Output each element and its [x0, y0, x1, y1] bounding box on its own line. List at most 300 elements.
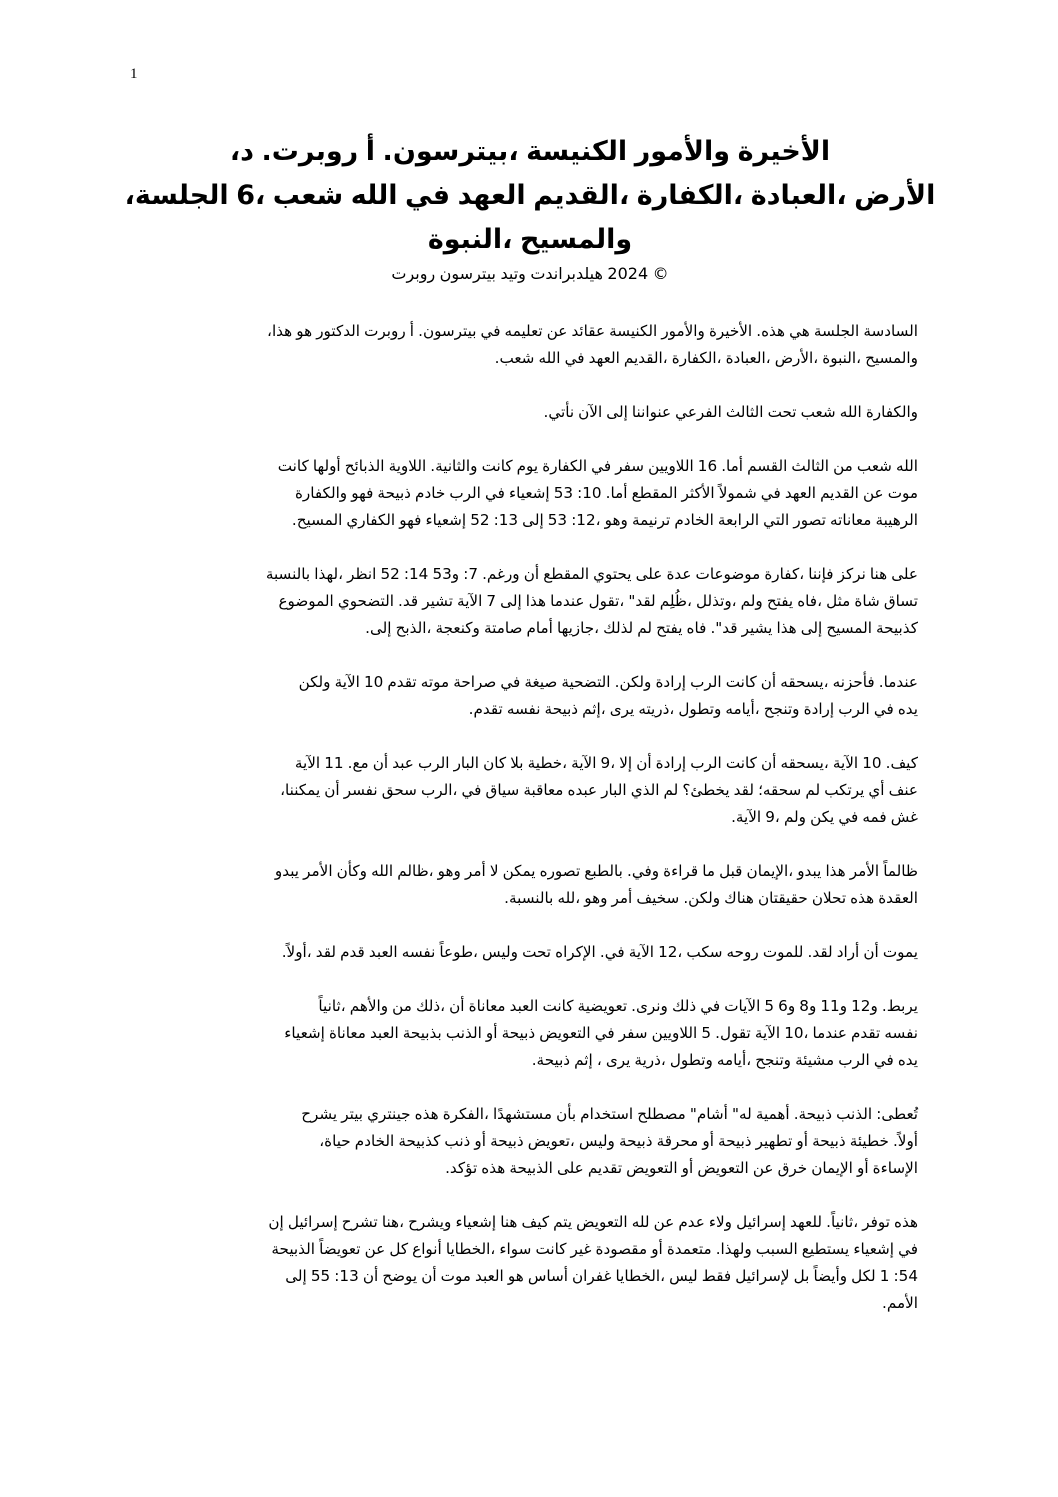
word: .تقول [715, 1024, 751, 1042]
word: تشرح [341, 1213, 378, 1231]
word: الأخيرة [737, 136, 831, 167]
word: تقدم [851, 1024, 881, 1042]
word: شاة [854, 592, 880, 610]
word: وهو [437, 862, 461, 880]
word: ظالم، [397, 862, 434, 880]
word: أنواع [412, 1240, 442, 1258]
word: :10 [577, 484, 602, 502]
word: إلى [285, 1267, 307, 1285]
word: 2024 [607, 264, 649, 283]
word: السبب [755, 1240, 798, 1258]
word: موته [420, 673, 450, 691]
word: مصطلح [637, 1105, 686, 1123]
word: والمسيح [519, 224, 633, 255]
word: يسحقه، [780, 673, 829, 691]
word: يده [897, 1051, 918, 1069]
word: عنف [888, 781, 918, 799]
word: أهمية [755, 1105, 790, 1123]
word: يرى [605, 1051, 631, 1069]
text-line [135, 561, 918, 588]
word: انظر [347, 565, 377, 583]
word: لا [489, 862, 499, 880]
word: للعهد [790, 1213, 823, 1231]
word: .في [599, 943, 625, 961]
word: ولم [783, 808, 807, 826]
word: ليس [669, 1267, 698, 1285]
paragraph [135, 669, 918, 723]
word: ذبيحة [812, 1132, 846, 1150]
word: أو [485, 1024, 498, 1042]
word: أن [421, 1267, 437, 1285]
word: قدم [340, 943, 365, 961]
word: الموضوع [278, 592, 334, 610]
word: الذنب [445, 1024, 482, 1042]
word: في [760, 484, 781, 502]
word: حقيقتان [758, 889, 808, 907]
word: عبد [392, 754, 414, 772]
word: أن [760, 754, 777, 772]
word: إرادة [655, 754, 687, 772]
paragraph [135, 939, 918, 966]
word: ثانياً، [318, 997, 346, 1015]
word: .تؤكد [445, 1159, 478, 1177]
word: أن [324, 781, 340, 799]
word: توفر [862, 1213, 890, 1231]
word: عدة [666, 565, 692, 583]
word: 1 [879, 1267, 890, 1285]
word: :7 [463, 565, 478, 583]
word: البار [453, 754, 479, 772]
word: ذنب [444, 1132, 471, 1150]
word: التعويض [697, 1159, 749, 1177]
word: بأن [556, 1105, 577, 1123]
word: الثالث [791, 457, 830, 475]
word: .ثانياً، [826, 1213, 859, 1231]
word: كانت [277, 457, 309, 475]
word: سخيف [636, 889, 680, 907]
word: تقول، [588, 592, 625, 610]
word: الرابعة [717, 511, 760, 529]
word: ذلك، [415, 997, 446, 1015]
word: .ذبيحة [793, 1105, 833, 1123]
word: عقائد [571, 322, 606, 340]
word: شعب [272, 180, 344, 211]
word: 5 [701, 1024, 712, 1042]
word: الخادم [354, 1132, 395, 1150]
word: والأمور [661, 322, 705, 340]
word: ذبيحة [618, 1132, 653, 1150]
word: وتطول [669, 1051, 713, 1069]
text-line [135, 939, 918, 966]
word: هناك [724, 889, 754, 907]
word: لكل [851, 1267, 876, 1285]
word: "أشام [689, 1105, 728, 1123]
word: الآية [294, 754, 321, 772]
word: الإكراه [555, 943, 596, 961]
word: هنا، [381, 1213, 404, 1231]
text-line [135, 993, 918, 1020]
word: يوم [516, 457, 539, 475]
word: الرب [417, 754, 450, 772]
word: وتنجح [763, 700, 800, 718]
word: الكنيسة [526, 136, 628, 167]
word: البار [601, 781, 627, 799]
word: القديم، [623, 349, 668, 367]
word: تصور [793, 511, 826, 529]
word: :54 [893, 1267, 918, 1285]
word: .أولاً [892, 1132, 918, 1150]
word: روحه [726, 943, 759, 961]
word: تصوره [539, 862, 581, 880]
word: أو [796, 1132, 808, 1150]
text-line [135, 480, 918, 507]
word: أن [362, 1267, 379, 1285]
word: غفران [572, 1267, 612, 1285]
word: إلى [606, 403, 628, 421]
word: .الأمم [882, 1294, 918, 1312]
word: القديم، [533, 180, 630, 211]
word: الآية [832, 754, 859, 772]
word: .الآية [731, 808, 762, 826]
word: في [564, 349, 585, 367]
word: يبدو [274, 862, 300, 880]
word: وهو [584, 889, 608, 907]
word: :14 [403, 565, 429, 583]
word: .ورغم [482, 565, 520, 583]
word: العقدة [878, 889, 918, 907]
word: ،هذا [267, 322, 293, 340]
word: .تقدم [468, 700, 503, 718]
word: التعويض [576, 1213, 628, 1231]
word: إلى [800, 619, 823, 637]
word: وتنجح [755, 1051, 792, 1069]
paragraph [135, 318, 918, 372]
word: روبرت [391, 264, 436, 283]
word: في [500, 673, 521, 691]
word: 16 [697, 457, 718, 475]
word: مشيئة [795, 1051, 835, 1069]
word: أيامه، [716, 1051, 752, 1069]
paragraph [135, 399, 918, 426]
word: .أولاً، [281, 943, 312, 961]
word: ويشرح [408, 1213, 452, 1231]
paragraph [135, 1101, 918, 1182]
word: وتطول [678, 700, 722, 718]
word: الذبائح [344, 457, 385, 475]
word: التعويض [539, 1024, 591, 1042]
word: كذبيحة [876, 619, 918, 637]
word: نفسه [506, 700, 541, 718]
word: ما [702, 862, 715, 880]
word: بذبيحة [402, 1024, 442, 1042]
word: يستطيع [801, 1240, 850, 1258]
paragraph [135, 750, 918, 831]
word: المقطع [631, 484, 678, 502]
word: العهد [784, 484, 816, 502]
word: الرب [690, 673, 722, 691]
word: تعويضية [577, 997, 628, 1015]
text-line [135, 453, 918, 480]
word: الذبيحة [509, 1159, 553, 1177]
word: عن [546, 322, 568, 340]
word: الآية [628, 943, 654, 961]
word: نفسه [401, 943, 436, 961]
word: متعمدة [666, 1240, 712, 1258]
word: 9، [765, 808, 780, 826]
word: إلى [522, 511, 544, 529]
word: التضحوي [337, 592, 394, 610]
word: الذي [630, 781, 660, 799]
word: ذرية، [634, 1051, 666, 1069]
word: ذريته، [638, 700, 675, 718]
word: كانت [725, 673, 757, 691]
page-number: 1 [130, 66, 138, 82]
word: في [838, 808, 859, 826]
word: الآية [457, 592, 483, 610]
word: يكن [810, 808, 835, 826]
word: الإيمان، [746, 862, 794, 880]
word: والأهم [349, 997, 389, 1015]
word: والكفارة [865, 403, 918, 421]
word: التعويض [626, 1159, 678, 1177]
word: من [392, 997, 412, 1015]
word: :13 [493, 511, 519, 529]
text-line [135, 669, 918, 696]
word: سكب [686, 943, 723, 961]
word: على [635, 565, 663, 583]
word: قراءة [663, 862, 699, 880]
word: الرب، [420, 781, 458, 799]
text-line [135, 750, 918, 777]
word: إثم [574, 1051, 593, 1069]
paragraph [135, 453, 918, 534]
text-line [135, 588, 918, 615]
word: 6، [236, 180, 266, 211]
word: هي [789, 322, 810, 340]
word: .إلى [365, 619, 392, 637]
word: الخطايا، [615, 1267, 666, 1285]
text-line [135, 1155, 918, 1182]
word: الله [350, 180, 398, 211]
word: و8 [799, 997, 817, 1015]
word: الكفارة، [636, 180, 744, 211]
document-body [135, 318, 918, 1344]
word: يوضح [382, 1267, 418, 1285]
word: يفتح [766, 592, 794, 610]
word: في [873, 1051, 894, 1069]
word: السادسة [863, 322, 918, 340]
word: بيترسون [439, 264, 496, 283]
word: ذبيحة [544, 700, 579, 718]
word: 55 [310, 1267, 331, 1285]
word: أن [863, 943, 879, 961]
word: ،د [229, 136, 254, 167]
word: 12، [658, 943, 683, 961]
word: الذبح، [395, 619, 432, 637]
word: في [591, 457, 612, 475]
word: العبد [369, 1024, 399, 1042]
word: أ [365, 136, 375, 167]
word: أمام [526, 619, 553, 637]
word: فاه، [797, 592, 822, 610]
word: .ولهذا [715, 1240, 752, 1258]
word: .أما [721, 457, 744, 475]
word: ولاء [708, 1213, 732, 1231]
word: ظالماً [883, 862, 918, 880]
word: عن [863, 484, 884, 502]
word: الآية [754, 1024, 781, 1042]
word: الخادم [674, 511, 714, 529]
word: يموت [882, 943, 918, 961]
word: خرق [777, 1159, 808, 1177]
word: ذبيحة [718, 1132, 752, 1150]
word: في [898, 1240, 918, 1258]
word: عنواننا [631, 403, 672, 421]
text-line [135, 318, 918, 345]
word: أن [523, 565, 540, 583]
word: .نأتي [543, 403, 575, 421]
word: عن [364, 1240, 386, 1258]
word: يحتوي [593, 565, 632, 583]
word: الثالث [725, 403, 764, 421]
word: :تُعطى [876, 1105, 918, 1123]
word: 7 [486, 592, 497, 610]
text-line [135, 804, 918, 831]
word: فاه [686, 619, 707, 637]
word: على [891, 565, 918, 583]
word: .هذه [756, 322, 786, 340]
paragraph [135, 561, 918, 642]
word: الرب [449, 484, 481, 502]
word: خطية، [527, 754, 568, 772]
word: ترنيمة [631, 511, 671, 529]
word: 53 [547, 511, 568, 529]
word: .عندما [878, 673, 918, 691]
word: العبد [368, 943, 398, 961]
word: الأرض، [774, 349, 819, 367]
word: .ولكن [614, 673, 652, 691]
word: هيلدبراندت [530, 264, 603, 283]
word: تحت [522, 943, 552, 961]
word: جينتري [367, 1105, 411, 1123]
word: بالنسبة [265, 565, 311, 583]
word: فمه [862, 808, 887, 826]
word: معاقبة [523, 781, 564, 799]
word: أراد [836, 943, 860, 961]
document-title [120, 130, 940, 288]
word: إثم، [582, 700, 606, 718]
word: ظُلِم، [659, 592, 692, 610]
word: © [652, 264, 669, 283]
word: النبوة، [822, 349, 861, 367]
word: الإيمان [811, 1159, 853, 1177]
word: يمكن [502, 862, 536, 880]
word: استخدام [580, 1105, 634, 1123]
text-line [135, 507, 918, 534]
word: .ولكن [683, 889, 721, 907]
text-line [135, 1236, 918, 1263]
word: بل [793, 1267, 810, 1285]
word: كانت [725, 754, 757, 772]
word: وليس [482, 943, 518, 961]
word: خطيئة [849, 1132, 889, 1150]
word: الآية [571, 754, 597, 772]
word: أو [702, 1132, 714, 1150]
word: وليس [578, 1132, 615, 1150]
word: طوعاً، [439, 943, 478, 961]
word: ،الجلسة [124, 180, 229, 211]
word: الذبيحة [271, 1240, 315, 1258]
word: من [833, 457, 853, 475]
word: .أما [605, 484, 628, 502]
word: الكفاري [346, 511, 396, 529]
title-line [120, 130, 940, 174]
word: سحقه؛ [758, 781, 802, 799]
word: النبوة، [427, 224, 513, 255]
word: 53 [553, 484, 574, 502]
word: تعويض، [527, 1132, 575, 1150]
word: هذه [850, 889, 875, 907]
word: 52 [470, 511, 490, 529]
word: نفسر [343, 781, 378, 799]
word: في [594, 1024, 615, 1042]
word: إن [268, 1213, 284, 1231]
word: كذبيحة [398, 1132, 441, 1150]
word: :12، [571, 511, 601, 529]
word: "له [731, 1105, 752, 1123]
word: لم [805, 781, 821, 799]
word: العبادة، [750, 180, 847, 211]
word: هنا [869, 565, 888, 583]
word: كفارة، [764, 565, 805, 583]
word: "لقد [628, 592, 656, 610]
word: المقطع [543, 565, 590, 583]
word: في [405, 180, 451, 211]
word: يرى [609, 700, 635, 718]
word: الآية [334, 673, 360, 691]
word: مقصودة [595, 1240, 648, 1258]
text-line [135, 1101, 918, 1128]
word: تحت [767, 403, 797, 421]
word: اللاوية [388, 457, 427, 475]
paragraph [135, 1209, 918, 1317]
word: جازيها، [556, 619, 600, 637]
word: أو [651, 1240, 663, 1258]
word: ذبيحة [490, 1132, 524, 1150]
word: الأمر [849, 862, 880, 880]
word: الفرعي [675, 403, 722, 421]
word: إشعياء [508, 484, 550, 502]
word: كانت [542, 997, 574, 1015]
word: يتم [553, 1213, 573, 1231]
word: إشعياء [853, 1240, 894, 1258]
word: أيامه، [725, 700, 760, 718]
word: إلى [500, 592, 522, 610]
word: الفكرة، [442, 1105, 489, 1123]
word: موت [887, 484, 918, 502]
word: يخطئ؟ [682, 781, 730, 799]
word: هو [296, 322, 313, 340]
word: .ذبيحة [531, 1051, 571, 1069]
word: فإننا [808, 565, 834, 583]
word: في [461, 781, 482, 799]
word: غير [570, 1240, 592, 1258]
word: يسحقه، [780, 754, 829, 772]
word: أو [681, 1159, 694, 1177]
word: تعويضاً [319, 1240, 361, 1258]
word: الذنب [836, 1105, 873, 1123]
word: أن [449, 997, 465, 1015]
